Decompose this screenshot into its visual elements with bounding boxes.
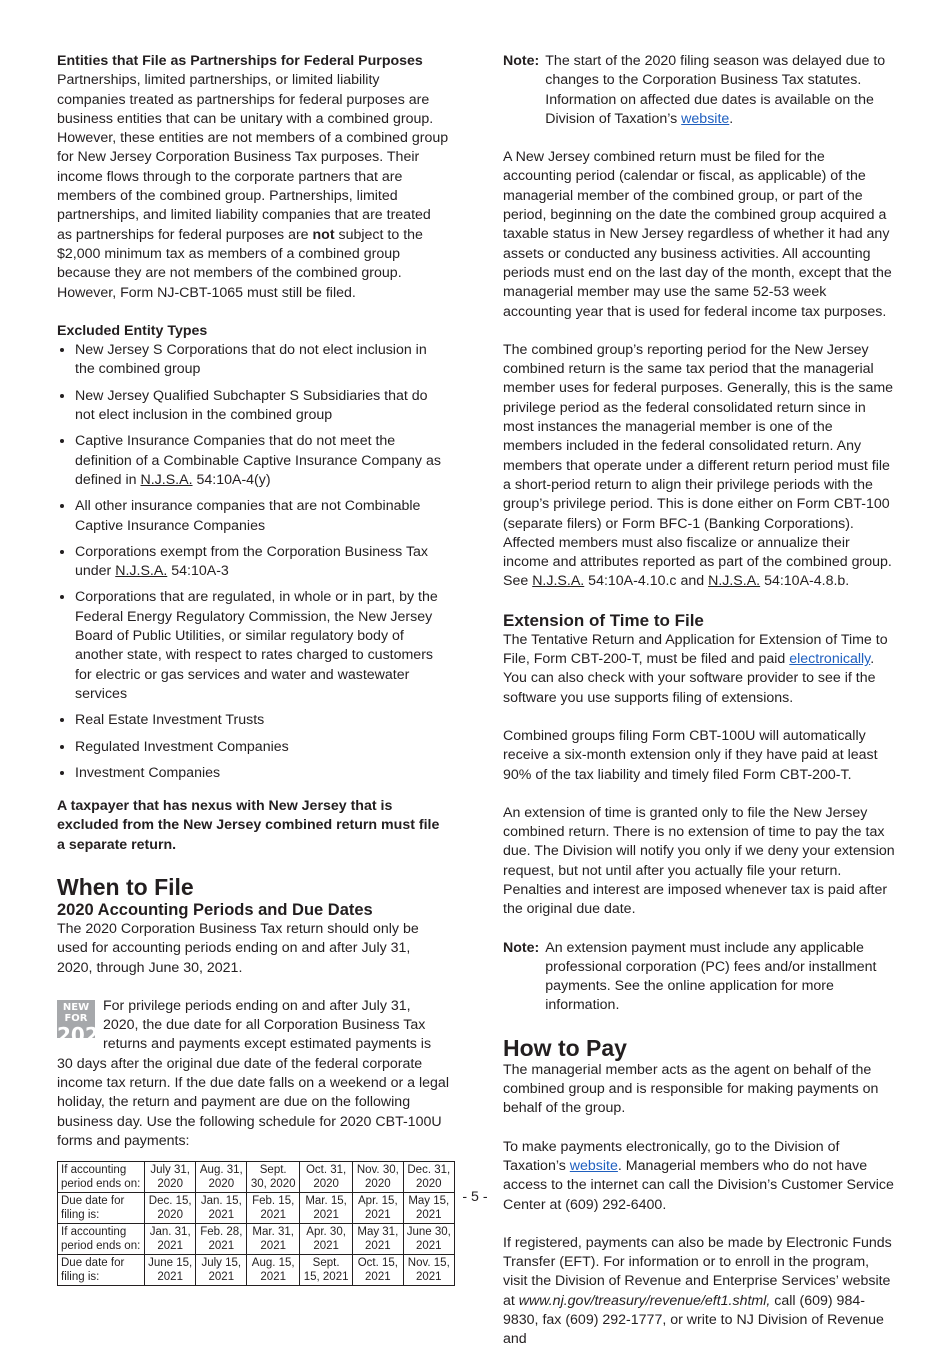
citation: N.J.S.A. <box>708 573 761 590</box>
closing-statement: A taxpayer that has nexus with New Jersey that is excluded from the New Jersey combined return must file a separate return. <box>57 798 440 853</box>
list-item: • New Jersey S Corporations that do not elect inclusion in the combined group <box>75 341 449 380</box>
table-cell: If accounting period ends on: <box>58 1224 145 1255</box>
paragraph <box>503 631 895 708</box>
badge-year: 2020 <box>57 1022 113 1047</box>
table-cell: Dec. 31, 2020 <box>403 1162 454 1193</box>
text: . Managerial members who do not have access to the internet can call the Division’s Customer Service Center at (609) 292-6400. <box>503 1157 894 1213</box>
text: subject to the $2,000 minimum tax as members of a combined group because they are not members of the combined group. However, Form NJ-CBT-1065 must still be filed. <box>57 226 423 301</box>
text: If registered, payments can also be made by Electronic Funds Transfer (EFT). For information or to enroll in the program, visit the Division of Revenue and Enterprise Services’ website at <box>503 1234 892 1309</box>
electronically-link[interactable]: electronically <box>789 651 871 668</box>
list-item: • All other insurance companies that are not Combinable Captive Insurance Companies <box>75 497 449 536</box>
new-for-2020-icon <box>57 1000 113 1047</box>
table-cell: Feb. 15, 2021 <box>247 1193 300 1224</box>
note-label: Note: <box>503 53 540 69</box>
text: The Tentative Return and Application for Extension of Time to File, Form CBT-200-T, must be filed and paid <box>503 631 888 668</box>
text: Partnerships, limited partnerships, or limited liability companies treated as partnerships for federal purposes are business entities that can be unitary with a combined group. However, these entities are not members of a combined group for New Jersey Corporation Business Tax purposes. Their income flows through to the corporate partners that are members of the combined group. Partnerships, limited partnerships, and limited liability companies that are treated as partnerships for federal purposes are <box>57 72 449 243</box>
text: call (609) 984-9830, fax (609) 292-1777, or write to NJ Division of Revenue and <box>503 1292 884 1348</box>
when-to-file-heading: When to File <box>57 873 194 900</box>
table-cell: Due date for filing is: <box>58 1193 145 1224</box>
list-item: • Real Estate Investment Trusts <box>75 711 449 730</box>
table-cell: If accounting period ends on: <box>58 1162 145 1193</box>
left-column <box>57 52 449 1286</box>
table-cell: Nov. 15, 2021 <box>403 1255 454 1286</box>
citation: N.J.S.A. <box>140 471 193 488</box>
note <box>503 52 895 129</box>
bold-text: not <box>312 226 335 243</box>
paragraph: For privilege periods ending on and after July 31, 2020, the due date for all Corporation Business Tax returns and payments except estimated payments is 30 days after the original due date of the federal corporate income tax return. If the due date falls on a weekend or a legal holiday, the return and payment are due on the following business day. Use the following schedule for 2020 CBT-100U forms and payments: <box>57 997 449 1149</box>
eft-url: www.nj.gov/treasury/revenue/eft1.shtml, <box>518 1292 771 1309</box>
table-cell: Apr. 30, 2021 <box>300 1224 353 1255</box>
paragraph <box>57 71 449 303</box>
list-item: • New Jersey Qualified Subchapter S Subsidiaries that do not elect inclusion in the combined group <box>75 387 449 426</box>
list-item <box>75 432 449 490</box>
how-to-pay-heading: How to Pay <box>503 1034 627 1061</box>
text: Corporations exempt from the Corporation Business Tax under <box>75 543 429 580</box>
paragraph: A New Jersey combined return must be filed for the accounting period (calendar or fiscal, as applicable) of the managerial member of the combined group, or part of the period, beginning on the date the combined group acquired a taxable status in New Jersey regardless of whether it had any assets or conducted any business activities. All accounting periods must end on the last day of the month, except that the managerial member may use the same 52-53 week accounting year that is used for federal income tax purposes. <box>503 149 892 320</box>
paragraph <box>503 1234 895 1350</box>
paragraph <box>503 341 895 592</box>
note-label: Note: <box>503 939 540 956</box>
table-cell: Sept. 30, 2020 <box>247 1162 300 1193</box>
paragraph: An extension of time is granted only to file the New Jersey combined return. There is no extension of time to pay the tax due. The Division will notify you only if we deny your extension request, but not until after you actually file your return. Penalties and interest are imposed whenever tax is paid after the original due date. <box>503 804 895 918</box>
paragraph: The managerial member acts as the agent on behalf of the combined group and is responsible for making payments on behalf of the group. <box>503 1061 879 1117</box>
table-cell: July 15, 2021 <box>196 1255 247 1286</box>
citation: N.J.S.A. <box>532 573 585 590</box>
subheading: 2020 Accounting Periods and Due Dates <box>57 900 373 919</box>
right-column <box>503 52 895 1369</box>
text: To make payments electronically, go to the Division of Taxation’s <box>503 1138 840 1174</box>
table-cell: Oct. 31, 2020 <box>300 1162 353 1193</box>
table-cell: Aug. 15, 2021 <box>247 1255 300 1286</box>
note <box>503 939 895 1016</box>
table-cell: May 31, 2021 <box>353 1224 404 1255</box>
section-heading: Entities that File as Partnerships for Federal Purposes <box>57 53 423 69</box>
table-cell: Apr. 15, 2021 <box>353 1193 404 1224</box>
list-item: • Regulated Investment Companies <box>75 738 449 757</box>
section-heading: Excluded Entity Types <box>57 322 208 339</box>
list-item: • Investment Companies <box>75 764 449 783</box>
paragraph: The 2020 Corporation Business Tax return should only be used for accounting periods ending on and after July 31, 2020, through June 30, 2021. <box>57 920 419 976</box>
table-cell: June 30, 2021 <box>403 1224 454 1255</box>
table-cell: Nov. 30, 2020 <box>353 1162 404 1193</box>
table-cell: Oct. 15, 2021 <box>353 1255 404 1286</box>
list-item <box>75 543 449 582</box>
due-date-table <box>57 1161 455 1286</box>
extension-heading: Extension of Time to File <box>503 610 704 630</box>
paragraph: Combined groups filing Form CBT-100U will automatically receive a six-month extension only if they have paid at least 90% of the tax liability and timely filed Form CBT-200-T. <box>503 727 878 783</box>
table-cell: Jan. 15, 2021 <box>196 1193 247 1224</box>
table-cell: July 31, 2020 <box>145 1162 196 1193</box>
table-cell: June 15, 2021 <box>145 1255 196 1286</box>
table-cell: Feb. 28, 2021 <box>196 1224 247 1255</box>
excluded-list <box>57 341 449 783</box>
website-link[interactable]: website <box>681 110 730 127</box>
table-cell: Mar. 15, 2021 <box>300 1193 353 1224</box>
text: The start of the 2020 filing season was delayed due to changes to the Corporation Business Tax statutes. Information on affected due dates is available on the Division of Taxation’s <box>545 53 886 127</box>
table-cell: Jan. 31, 2021 <box>145 1224 196 1255</box>
table-row <box>58 1224 455 1255</box>
new-for-2020-block <box>57 997 449 1151</box>
page-number: - 5 - <box>462 1189 488 1205</box>
table-cell: Due date for filing is: <box>58 1255 145 1286</box>
table-row <box>58 1255 455 1286</box>
list-item: • Corporations that are regulated, in whole or in part, by the Federal Energy Regulatory Commission, the New Jersey Board of Public Utilities, or similar regulatory body of another state, with respect to rates charged to customers for electric or gas services and water and wastewater services <box>75 588 449 704</box>
text: . You can also check with your software provider to see if the software you use supports filing of extensions. <box>503 651 876 706</box>
text: 54:10A-4(y) <box>192 471 271 488</box>
table-cell: Mar. 31, 2021 <box>247 1224 300 1255</box>
text: 54:10A-3 <box>167 563 229 580</box>
text: Captive Insurance Companies that do not meet the definition of a Combinable Captive Insurance Company as defined in <box>75 433 441 488</box>
text: 54:10A-4.8.b. <box>760 573 850 590</box>
text: An extension payment must include any applicable professional corporation (PC) fees and/or installment payments. See the online application for more information. <box>545 939 877 1014</box>
table-cell: Sept. 15, 2021 <box>300 1255 353 1286</box>
text: The combined group’s reporting period for the New Jersey combined return is the same tax period that the managerial member uses for federal purposes. Generally, this is the same privilege period as the federal consolidated return since in most instances the managerial member is one of the members included in the federal consolidated return. Any members that operate under a different return period must file a short-period return to align their privilege periods with the group’s privilege period. This is done either on Form CBT-100 (separate filers) or Form BFC-1 (Banking Corporations). Affected members must also fiscalize or annualize their income and attributes reported as part of the combined group. See <box>503 341 894 590</box>
table-cell: Aug. 31, 2020 <box>196 1162 247 1193</box>
website-link[interactable]: website <box>569 1157 618 1174</box>
table-cell: May 15, 2021 <box>403 1193 454 1224</box>
badge-text: NEW FOR <box>62 1001 90 1024</box>
citation: N.J.S.A. <box>115 563 168 580</box>
text: . <box>729 110 734 127</box>
table-cell: Dec. 15, 2020 <box>145 1193 196 1224</box>
text: 54:10A-4.10.c and <box>584 573 709 590</box>
